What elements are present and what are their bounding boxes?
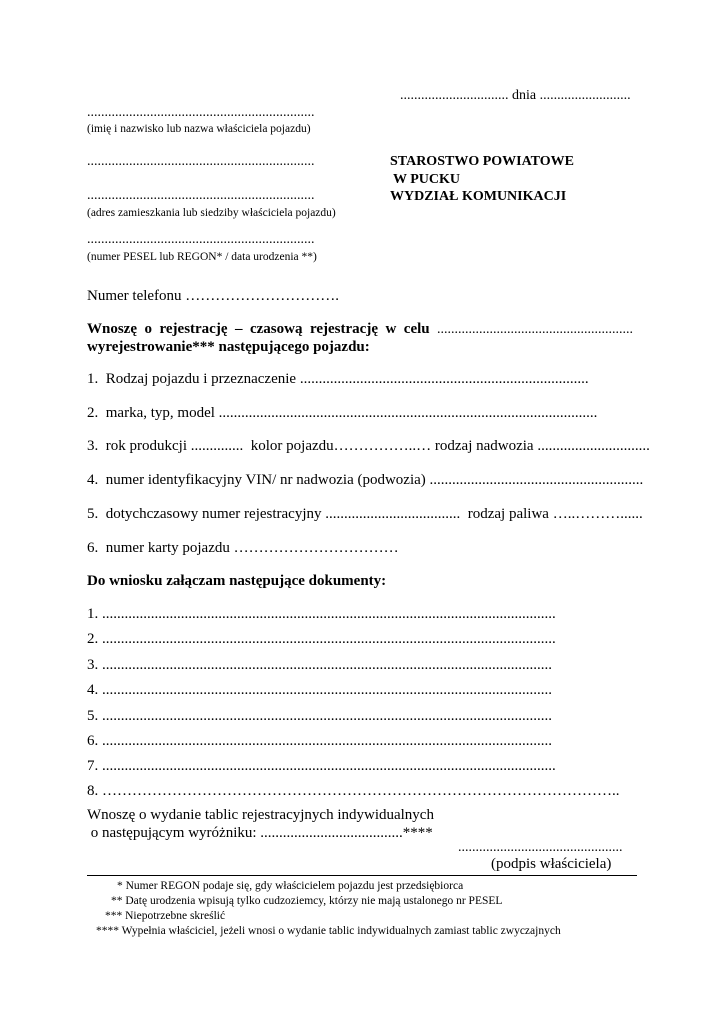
request-line-2: wyrejestrowanie*** następującego pojazdu:	[87, 339, 370, 355]
recipient-department: WYDZIAŁ KOMUNIKACJI	[390, 189, 567, 204]
vehicle-vin-field[interactable]: 4. numer identyfikacyjny VIN/ nr nadwozia (podwozia) .........................................................	[87, 472, 644, 488]
document-item[interactable]: 1. .........................................................................................................................	[87, 606, 556, 622]
vehicle-make-field[interactable]: 2. marka, typ, model .....................................................................................................	[87, 405, 598, 421]
vehicle-registration-fuel-field[interactable]: 5. dotychczasowy numer rejestracyjny .................................... rodzaj paliwa …..………......	[87, 506, 643, 522]
signature-field[interactable]: ...............................................	[458, 840, 623, 855]
owner-address-field-2[interactable]: .................................................................	[87, 188, 315, 203]
date-line[interactable]: ............................... dnia ..........................	[400, 88, 631, 103]
owner-pesel-caption: (numer PESEL lub REGON* / data urodzenia **)	[87, 251, 317, 263]
footnote-birthdate: ** Datę urodzenia wpisują tylko cudzoziemcy, którzy nie mają ustalonego nr PESEL	[111, 895, 503, 907]
document-item[interactable]: 7. .........................................................................................................................	[87, 758, 556, 774]
vehicle-card-field[interactable]: 6. numer karty pojazdu ……………………………	[87, 540, 399, 556]
request-line-1: Wnoszę o rejestrację – czasową rejestrację w celu	[87, 321, 430, 337]
owner-name-caption: (imię i nazwisko lub nazwa właściciela pojazdu)	[87, 123, 311, 135]
recipient-office: STAROSTWO POWIATOWE	[390, 154, 574, 169]
owner-name-field[interactable]: .................................................................	[87, 105, 315, 120]
footnote-strike: *** Niepotrzebne skreślić	[105, 910, 226, 922]
footnote-plates: **** Wypełnia właściciel, jeżeli wnosi o wydanie tablic indywidualnych zamiast tablic zwyczajnych	[96, 925, 561, 937]
documents-heading: Do wniosku załączam następujące dokumenty:	[87, 573, 387, 589]
request-purpose-field[interactable]: ........................................................	[437, 322, 633, 337]
owner-address-caption: (adres zamieszkania lub siedziby właściciela pojazdu)	[87, 207, 336, 219]
vehicle-year-color-body-field[interactable]: 3. rok produkcji .............. kolor pojazdu……………..… rodzaj nadwozia ..............................	[87, 438, 650, 454]
signature-label: (podpis właściciela)	[491, 856, 612, 872]
phone-field[interactable]: Numer telefonu ………………………….	[87, 288, 340, 304]
document-item[interactable]: 2. .........................................................................................................................	[87, 631, 556, 647]
recipient-city: W PUCKU	[393, 172, 461, 187]
footnote-regon: * Numer REGON podaje się, gdy właścicielem pojazdu jest przedsiębiorca	[117, 880, 464, 892]
owner-address-field-1[interactable]: .................................................................	[87, 154, 315, 169]
document-item[interactable]: 8. …………………………………………………………………………………………..	[87, 783, 620, 799]
plates-identifier-field[interactable]: o następującym wyróżniku: ......................................****	[87, 825, 433, 841]
document-item[interactable]: 5. ........................................................................................................................	[87, 708, 552, 724]
owner-pesel-field[interactable]: .................................................................	[87, 232, 315, 247]
document-item[interactable]: 4. ........................................................................................................................	[87, 682, 552, 698]
footnote-divider	[87, 875, 637, 876]
plates-request-line-1: Wnoszę o wydanie tablic rejestracyjnych indywidualnych	[87, 807, 434, 823]
document-item[interactable]: 3. ........................................................................................................................	[87, 657, 552, 673]
document-item[interactable]: 6. ........................................................................................................................	[87, 733, 552, 749]
vehicle-type-field[interactable]: 1. Rodzaj pojazdu i przeznaczenie .............................................................................	[87, 371, 589, 387]
